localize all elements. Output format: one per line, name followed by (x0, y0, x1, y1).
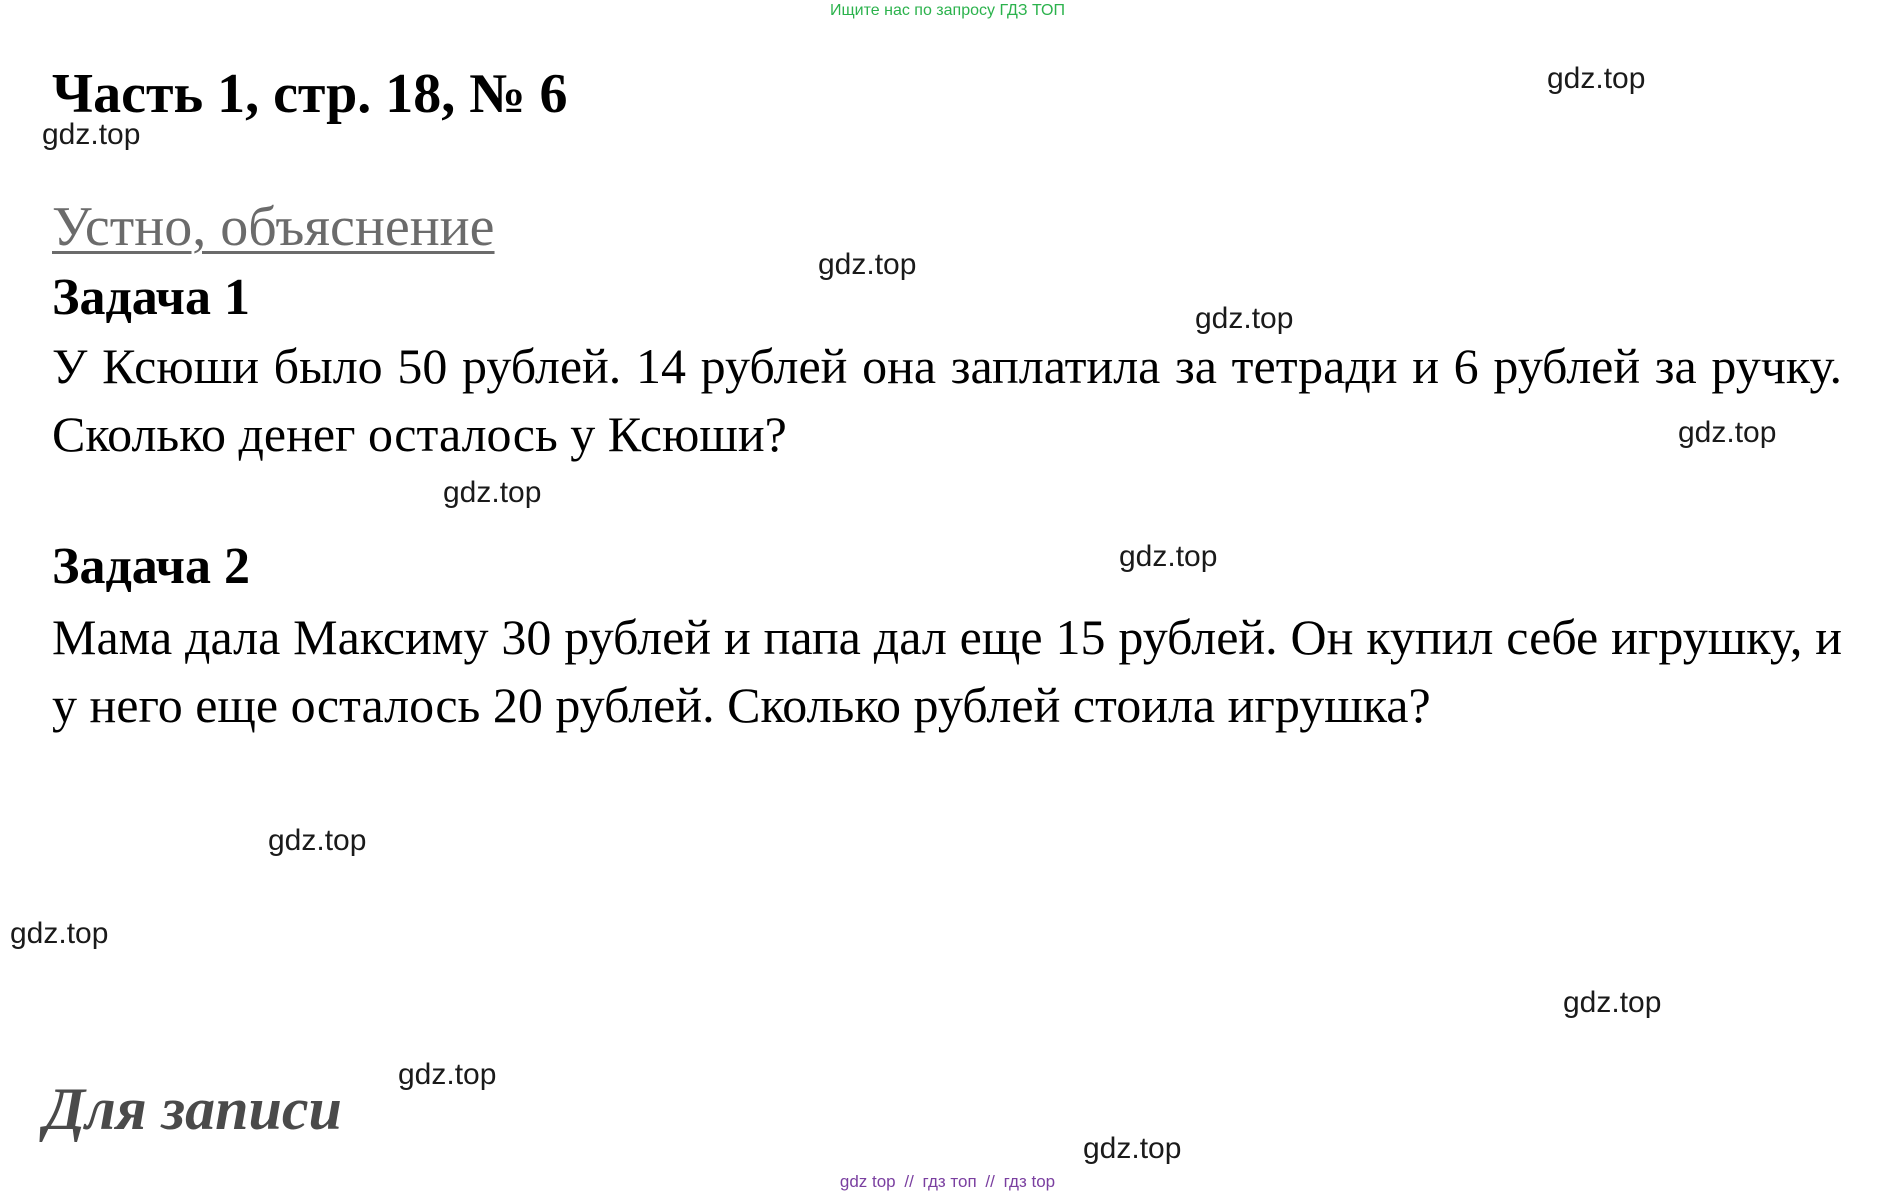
task-2-heading: Задача 2 (52, 538, 250, 595)
notes-label: Для записи (44, 1076, 342, 1142)
watermark: gdz.top (268, 824, 367, 857)
watermark: gdz.top (1195, 302, 1294, 335)
watermark: gdz.top (1547, 62, 1646, 95)
footer-link-gdz-top[interactable]: gdz top (839, 1172, 896, 1191)
watermark: gdz.top (818, 248, 917, 281)
watermark: gdz.top (1563, 986, 1662, 1019)
search-banner: Ищите нас по запросу ГДЗ ТОП (830, 2, 1065, 19)
watermark: gdz.top (398, 1058, 497, 1091)
page-title: Часть 1, стр. 18, № 6 (52, 63, 568, 125)
watermark: gdz.top (443, 476, 542, 509)
task-1-text: У Ксюши было 50 рублей. 14 рублей она заплатила за тетради и 6 рублей за ручку. Сколько денег осталось у Ксюши? (52, 338, 1842, 462)
watermark: gdz.top (42, 118, 141, 151)
footer-link-gdz-top-ru[interactable]: гдз топ (922, 1172, 977, 1191)
task-2-text: Мама дала Максиму 30 рублей и папа дал еще 15 рублей. Он купил себе игрушку, и у него еще осталось 20 рублей. Сколько рублей стоила игрушка? (52, 609, 1842, 733)
task-1-heading: Задача 1 (52, 269, 250, 326)
watermark: gdz.top (10, 917, 109, 950)
footer-links (0, 1172, 1895, 1192)
footer-link-gdz-top-mixed[interactable]: гдз top (1003, 1172, 1056, 1191)
watermark: gdz.top (1678, 416, 1777, 449)
section-label: Устно, объяснение (52, 196, 495, 258)
footer-separator: // (985, 1172, 995, 1191)
watermark: gdz.top (1119, 540, 1218, 573)
watermark: gdz.top (1083, 1132, 1182, 1165)
footer-separator: // (904, 1172, 914, 1191)
